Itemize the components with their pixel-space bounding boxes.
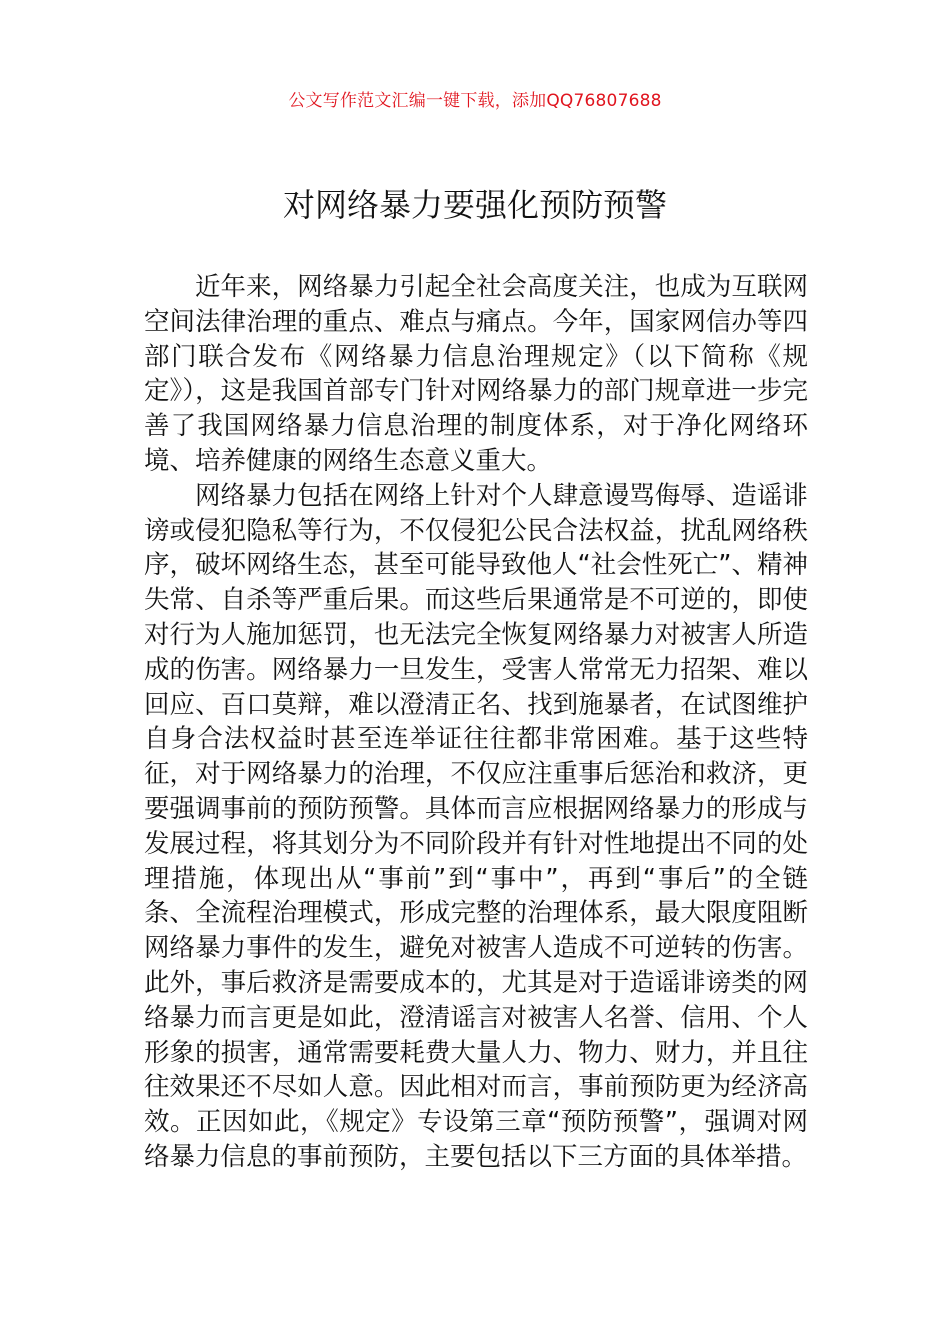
header-note: 公文写作范文汇编一键下载，添加QQ76807688: [288, 91, 662, 111]
paragraph: 近年来，网络暴力引起全社会高度关注，也成为互联网空间法律治理的重点、难点与痛点。今年，国家网信办等四部门联合发布《网络暴力信息治理规定》（以下简称《规定》），这是我国首部专门针对网络暴力的部门规章进一步完善了我国网络暴力信息治理的制度体系，对于净化网络环境、培养健康的网络生态意义重大。: [144, 272, 808, 476]
document-body: [144, 270, 808, 1175]
page-title: 对网络暴力要强化预防预警: [282, 186, 667, 224]
paragraph: 网络暴力包括在网络上针对个人肆意谩骂侮辱、造谣诽谤或侵犯隐私等行为，不仅侵犯公民合法权益，扰乱网络秩序，破坏网络生态，甚至可能导致他人“社会性死亡”、精神失常、自杀等严重后果。而这些后果通常是不可逆的，即使对行为人施加惩罚，也无法完全恢复网络暴力对被害人所造成的伤害。网络暴力一旦发生，受害人常常无力招架、难以回应、百口莫辩，难以澄清正名、找到施暴者，在试图维护自身合法权益时甚至连举证往往都非常困难。基于这些特征，对于网络暴力的治理，不仅应注重事后惩治和救济，更要强调事前的预防预警。具体而言应根据网络暴力的形成与发展过程，将其划分为不同阶段并有针对性地提出不同的处理措施，体现出从“事前”到“事中”，再到“事后”的全链条、全流程治理模式，形成完整的治理体系，最大限度阻断网络暴力事件的发生，避免对被害人造成不可逆转的伤害。此外，事后救济是需要成本的，尤其是对于造谣诽谤类的网络暴力而言更是如此，澄清谣言对被害人名誉、信用、个人形象的损害，通常需要耗费大量人力、物力、财力，并且往往效果还不尽如人意。因此相对而言，事前预防更为经济高效。正因如此，《规定》专设第三章“预防预警”，强调对网络暴力信息的事前预防，主要包括以下三方面的具体举措。: [144, 480, 808, 1172]
